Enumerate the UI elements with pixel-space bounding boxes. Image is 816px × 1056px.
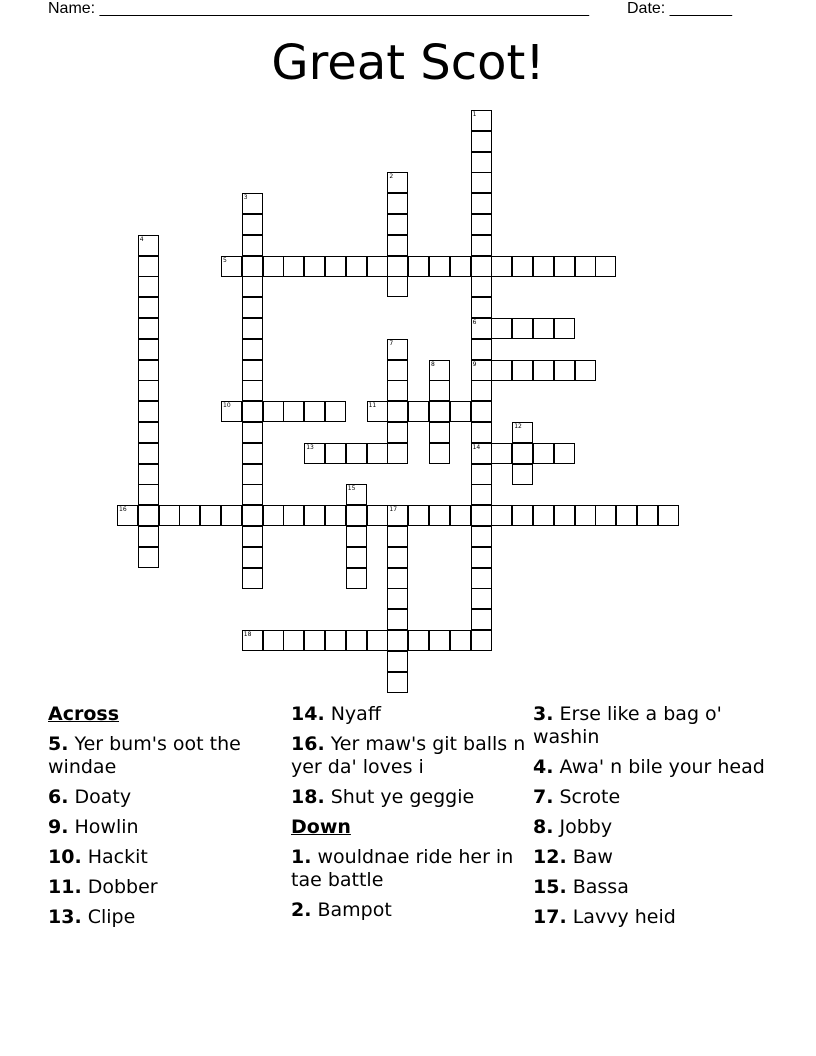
clue-text: Jobby	[559, 816, 613, 838]
grid-cell[interactable]	[242, 339, 263, 360]
grid-cell[interactable]	[304, 630, 325, 651]
grid-cell[interactable]	[554, 443, 575, 464]
grid-cell[interactable]	[595, 256, 616, 277]
grid-cell[interactable]	[554, 256, 575, 277]
grid-cell[interactable]	[575, 360, 596, 381]
clue-text: Hackit	[87, 846, 148, 868]
grid-cell[interactable]	[554, 360, 575, 381]
clue-number: 18.	[291, 786, 325, 808]
cell-number-3: 3	[243, 194, 248, 202]
cell-number-5: 5	[223, 256, 227, 264]
grid-cell[interactable]	[408, 505, 429, 526]
grid-cell[interactable]	[242, 568, 263, 589]
grid-cell[interactable]	[242, 422, 263, 443]
clue-number: 15.	[533, 876, 567, 898]
clue-number: 9.	[48, 816, 69, 838]
clue-text: Baw	[572, 846, 613, 868]
grid-cell[interactable]	[367, 443, 388, 464]
grid-cell[interactable]	[242, 526, 263, 547]
grid-cell[interactable]	[387, 651, 408, 672]
puzzle-title: Great Scot!	[271, 35, 545, 91]
clue-down-4	[533, 756, 769, 779]
cell-number-1: 1	[472, 111, 477, 118]
grid-cell[interactable]	[325, 401, 346, 422]
cell-number-12: 12	[514, 423, 522, 430]
grid-cell[interactable]	[263, 256, 284, 277]
clue-text: Shut ye geggie	[330, 786, 475, 808]
cell-number-4: 4	[139, 235, 144, 243]
clue-text: wouldnae ride her in tae battle	[291, 846, 514, 891]
grid-cell[interactable]	[138, 360, 159, 381]
clue-across-10	[48, 846, 284, 869]
cell-number-9: 9	[472, 360, 477, 368]
grid-cell[interactable]	[242, 214, 263, 235]
grid-cell[interactable]	[242, 380, 263, 401]
clue-across-11	[48, 876, 284, 899]
grid-cell[interactable]	[346, 630, 367, 651]
clue-text: Awa' n bile your head	[559, 756, 765, 778]
grid-cell[interactable]	[346, 547, 367, 568]
name-field-line: Name: _______________________________________________________	[48, 0, 589, 17]
grid-cell[interactable]	[450, 401, 471, 422]
clue-number: 1.	[291, 846, 312, 868]
grid-cell[interactable]	[283, 630, 304, 651]
clue-number: 17.	[533, 906, 567, 928]
clue-number: 6.	[48, 786, 69, 808]
grid-cell[interactable]	[533, 318, 554, 339]
grid-cell[interactable]	[512, 318, 533, 339]
clue-column-2	[291, 703, 527, 929]
grid-cell[interactable]	[325, 256, 346, 277]
grid-cell[interactable]	[242, 443, 263, 464]
clue-text: Yer maw's git balls n yer da' loves i	[291, 733, 526, 778]
clue-down-8	[533, 816, 769, 839]
grid-cell[interactable]	[637, 505, 658, 526]
clue-number: 12.	[533, 846, 567, 868]
grid-cell[interactable]	[533, 443, 554, 464]
clue-number: 7.	[533, 786, 554, 808]
clue-text: Bassa	[572, 876, 629, 898]
cell-number-17: 17	[389, 506, 398, 514]
clue-number: 13.	[48, 906, 82, 928]
clue-down-3	[533, 703, 769, 749]
grid-cell[interactable]	[346, 256, 367, 277]
grid-cell[interactable]	[471, 464, 492, 485]
grid-cell[interactable]	[325, 443, 346, 464]
grid-cell[interactable]	[429, 401, 450, 422]
grid-cell[interactable]	[408, 401, 429, 422]
grid-cell[interactable]	[138, 464, 159, 485]
grid-cell[interactable]	[242, 276, 263, 297]
grid-cell[interactable]	[471, 256, 492, 277]
grid-cell[interactable]	[387, 401, 408, 422]
grid-cell[interactable]	[471, 484, 492, 505]
grid-cell[interactable]	[242, 401, 263, 422]
clue-across-14	[291, 703, 527, 726]
grid-cell[interactable]	[471, 568, 492, 589]
grid-cell[interactable]	[138, 339, 159, 360]
grid-cell[interactable]	[471, 588, 492, 609]
grid-cell[interactable]	[512, 505, 533, 526]
grid-cell[interactable]	[429, 505, 450, 526]
grid-cell[interactable]	[159, 505, 180, 526]
grid-cell[interactable]	[471, 609, 492, 630]
grid-cell[interactable]	[533, 360, 554, 381]
grid-cell[interactable]	[471, 422, 492, 443]
clue-across-6	[48, 786, 284, 809]
grid-cell[interactable]	[533, 256, 554, 277]
clue-across-16	[291, 733, 527, 779]
clue-number: 16.	[291, 733, 325, 755]
grid-cell[interactable]	[408, 630, 429, 651]
grid-cell[interactable]	[138, 484, 159, 505]
clue-number: 5.	[48, 733, 69, 755]
grid-cell[interactable]	[387, 609, 408, 630]
clue-down-7	[533, 786, 769, 809]
grid-cell[interactable]	[575, 505, 596, 526]
clue-down-1	[291, 846, 527, 892]
grid-cell[interactable]	[491, 318, 512, 339]
clue-text: Doaty	[74, 786, 132, 808]
grid-cell[interactable]	[346, 568, 367, 589]
grid-cell[interactable]	[512, 256, 533, 277]
across-heading: Across	[48, 703, 120, 725]
grid-cell[interactable]	[263, 505, 284, 526]
clue-number: 4.	[533, 756, 554, 778]
cell-number-10: 10	[223, 402, 231, 410]
clue-text: Clipe	[87, 906, 136, 928]
grid-cell[interactable]	[304, 505, 325, 526]
clue-down-12	[533, 846, 769, 869]
grid-cell[interactable]	[263, 401, 284, 422]
grid-cell[interactable]	[491, 505, 512, 526]
grid-cell[interactable]	[242, 484, 263, 505]
grid-cell[interactable]	[554, 318, 575, 339]
clue-across-18	[291, 786, 527, 809]
clue-text: Nyaff	[330, 703, 381, 725]
clue-text: Erse like a bag o' washin	[533, 703, 722, 748]
clue-down-17	[533, 906, 769, 929]
cell-number-14: 14	[472, 443, 481, 451]
grid-cell[interactable]	[387, 588, 408, 609]
grid-cell[interactable]	[387, 443, 408, 464]
grid-cell[interactable]	[471, 235, 492, 256]
grid-cell[interactable]	[491, 360, 512, 381]
clue-column-1	[48, 703, 284, 936]
grid-cell[interactable]	[387, 214, 408, 235]
grid-cell[interactable]	[450, 630, 471, 651]
grid-cell[interactable]	[471, 401, 492, 422]
grid-cell[interactable]	[179, 505, 200, 526]
grid-cell[interactable]	[512, 360, 533, 381]
grid-cell[interactable]	[138, 422, 159, 443]
clue-across-9	[48, 816, 284, 839]
cell-number-7: 7	[389, 339, 394, 347]
grid-cell[interactable]	[512, 464, 533, 485]
grid-cell[interactable]	[471, 380, 492, 401]
clue-across-13	[48, 906, 284, 929]
clue-text: Howlin	[74, 816, 139, 838]
grid-cell[interactable]	[471, 276, 492, 297]
grid-cell[interactable]	[429, 380, 450, 401]
grid-cell[interactable]	[387, 568, 408, 589]
grid-cell[interactable]	[554, 505, 575, 526]
cell-number-15: 15	[347, 485, 356, 493]
grid-cell[interactable]	[471, 172, 492, 193]
grid-cell[interactable]	[138, 526, 159, 547]
grid-cell[interactable]	[325, 630, 346, 651]
grid-cell[interactable]	[387, 422, 408, 443]
clue-number: 11.	[48, 876, 82, 898]
clue-text: Scrote	[559, 786, 621, 808]
grid-cell[interactable]	[471, 131, 492, 152]
clue-down-15	[533, 876, 769, 899]
grid-cell[interactable]	[242, 235, 263, 256]
grid-cell[interactable]	[387, 360, 408, 381]
grid-cell[interactable]	[242, 256, 263, 277]
grid-cell[interactable]	[387, 547, 408, 568]
grid-cell[interactable]	[242, 297, 263, 318]
clue-across-5	[48, 733, 284, 779]
cell-number-16: 16	[119, 506, 127, 514]
grid-cell[interactable]	[471, 297, 492, 318]
grid-cell[interactable]	[387, 256, 408, 277]
clue-number: 10.	[48, 846, 82, 868]
grid-cell[interactable]	[242, 360, 263, 381]
grid-cell[interactable]	[471, 214, 492, 235]
grid-cell[interactable]	[471, 152, 492, 173]
grid-cell[interactable]	[367, 505, 388, 526]
clue-column-3	[533, 703, 769, 936]
grid-cell[interactable]	[242, 464, 263, 485]
grid-cell[interactable]	[471, 339, 492, 360]
grid-cell[interactable]	[471, 526, 492, 547]
grid-cell[interactable]	[471, 193, 492, 214]
grid-cell[interactable]	[491, 256, 512, 277]
grid-cell[interactable]	[429, 630, 450, 651]
grid-cell[interactable]	[304, 256, 325, 277]
cell-number-11: 11	[368, 402, 377, 410]
grid-cell[interactable]	[533, 505, 554, 526]
grid-cell[interactable]	[658, 505, 679, 526]
grid-cell[interactable]	[138, 256, 159, 277]
grid-cell[interactable]	[450, 256, 471, 277]
grid-cell[interactable]	[138, 443, 159, 464]
clue-text: Bampot	[317, 899, 392, 921]
grid-cell[interactable]	[387, 672, 408, 693]
grid-cell[interactable]	[138, 401, 159, 422]
grid-cell[interactable]	[575, 256, 596, 277]
grid-cell[interactable]	[304, 401, 325, 422]
grid-cell[interactable]	[387, 235, 408, 256]
grid-cell[interactable]	[471, 630, 492, 651]
cell-number-8: 8	[431, 360, 435, 368]
clue-text: Lavvy heid	[572, 906, 676, 928]
grid-cell[interactable]	[283, 401, 304, 422]
grid-cell[interactable]	[138, 297, 159, 318]
grid-cell[interactable]	[325, 505, 346, 526]
grid-cell[interactable]	[283, 256, 304, 277]
grid-cell[interactable]	[221, 505, 242, 526]
grid-cell[interactable]	[138, 505, 159, 526]
grid-cell[interactable]	[346, 526, 367, 547]
grid-cell[interactable]	[387, 276, 408, 297]
grid-cell[interactable]	[387, 380, 408, 401]
grid-cell[interactable]	[200, 505, 221, 526]
grid-cell[interactable]	[387, 630, 408, 651]
clue-number: 2.	[291, 899, 312, 921]
grid-cell[interactable]	[429, 422, 450, 443]
grid-cell[interactable]	[242, 318, 263, 339]
grid-cell[interactable]	[471, 505, 492, 526]
clue-number: 8.	[533, 816, 554, 838]
grid-cell[interactable]	[138, 380, 159, 401]
clue-number: 14.	[291, 703, 325, 725]
grid-cell[interactable]	[408, 256, 429, 277]
grid-cell[interactable]	[138, 276, 159, 297]
grid-cell[interactable]	[138, 318, 159, 339]
clue-number: 3.	[533, 703, 554, 725]
grid-cell[interactable]	[367, 630, 388, 651]
grid-cell[interactable]	[283, 505, 304, 526]
grid-cell[interactable]	[491, 443, 512, 464]
grid-cell[interactable]	[471, 547, 492, 568]
cell-number-13: 13	[306, 443, 314, 451]
cell-number-2: 2	[389, 173, 394, 181]
clue-text: Yer bum's oot the windae	[48, 733, 241, 778]
grid-cell[interactable]	[346, 443, 367, 464]
grid-cell[interactable]	[450, 505, 471, 526]
grid-cell[interactable]	[242, 505, 263, 526]
cell-number-6: 6	[472, 319, 477, 326]
down-heading: Down	[291, 816, 351, 838]
grid-cell[interactable]	[512, 443, 533, 464]
grid-cell[interactable]	[138, 547, 159, 568]
grid-cell[interactable]	[387, 193, 408, 214]
date-field-line: Date: _______	[627, 0, 732, 17]
grid-cell[interactable]	[429, 443, 450, 464]
grid-cell[interactable]	[346, 505, 367, 526]
clue-down-2	[291, 899, 527, 922]
grid-cell[interactable]	[242, 547, 263, 568]
grid-cell[interactable]	[595, 505, 616, 526]
grid-cell[interactable]	[263, 630, 284, 651]
grid-cell[interactable]	[429, 256, 450, 277]
cell-number-18: 18	[243, 631, 252, 638]
clue-text: Dobber	[87, 876, 158, 898]
grid-cell[interactable]	[387, 526, 408, 547]
grid-cell[interactable]	[367, 256, 388, 277]
grid-cell[interactable]	[616, 505, 637, 526]
